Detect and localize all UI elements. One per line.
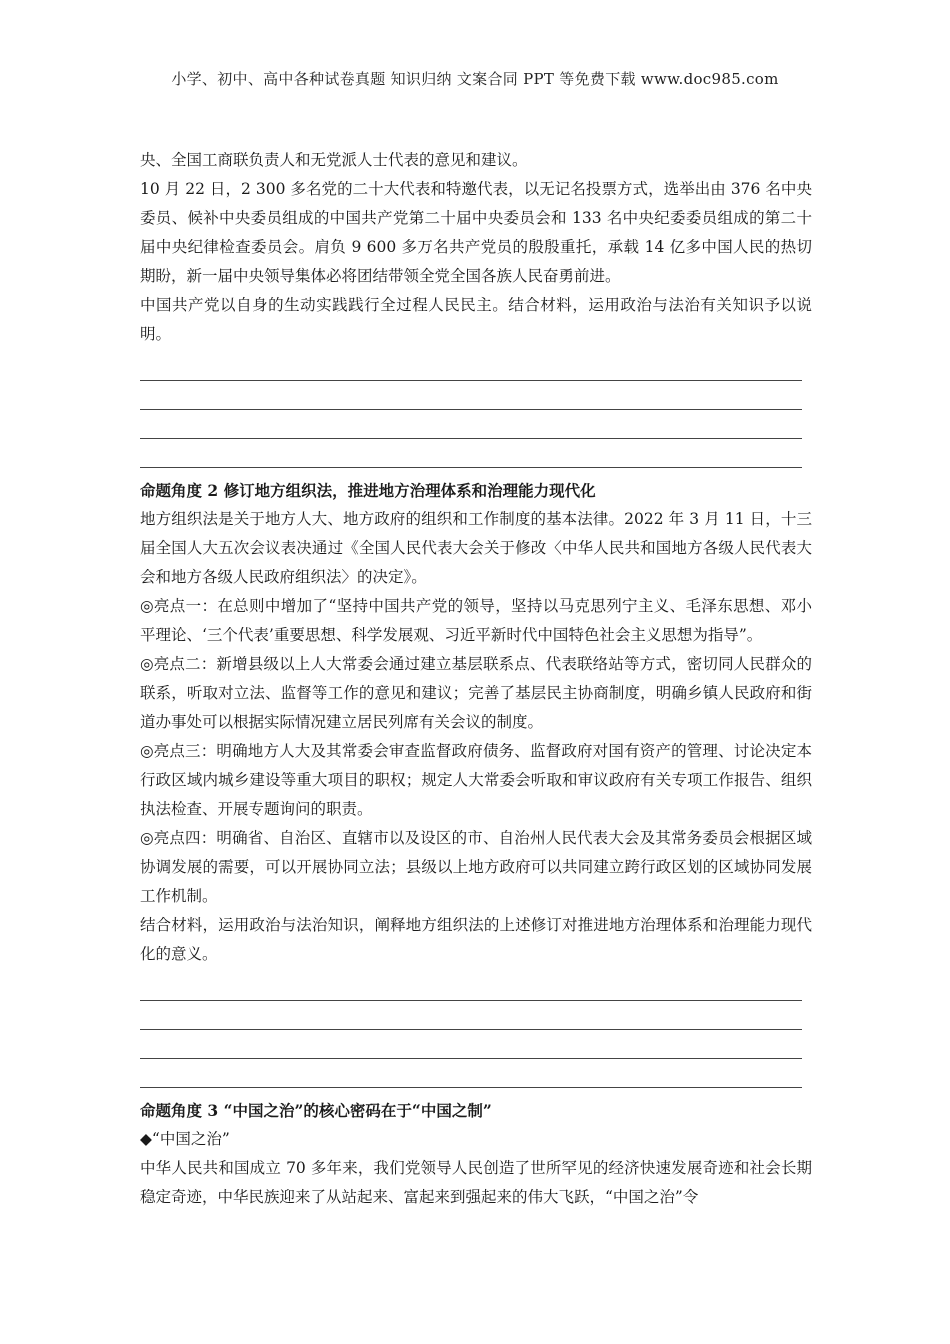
- answer-line[interactable]: [140, 1030, 802, 1059]
- question-prompt: 结合材料，运用政治与法治知识，阐释地方组织法的上述修订对推进地方治理体系和治理能力现代化的意义。: [140, 916, 812, 963]
- answer-line[interactable]: [140, 439, 802, 468]
- sub-heading: ◆“中国之治”: [140, 1130, 230, 1148]
- paragraph: 中华人民共和国成立 70 多年来，我们党领导人民创造了世所罕见的经济快速发展奇迹和社会长期稳定奇迹，中华民族迎来了从站起来、富起来到强起来的伟大飞跃，“中国之治”令: [140, 1159, 812, 1206]
- answer-line[interactable]: [140, 410, 802, 439]
- highlight-item: ◎亮点二：新增县级以上人大常委会通过建立基层联系点、代表联络站等方式，密切同人民群众的联系，听取对立法、监督等工作的意见和建议；完善了基层民主协商制度，明确乡镇人民政府和街道办事处可以根据实际情况建立居民列席有关会议的制度。: [140, 655, 812, 731]
- highlight-item: ◎亮点四：明确省、自治区、直辖市以及设区的市、自治州人民代表大会及其常务委员会根据区域协调发展的需要，可以开展协同立法；县级以上地方政府可以共同建立跨行政区划的区域协同发展工作机制。: [140, 829, 812, 905]
- answer-lines: [140, 972, 812, 1088]
- answer-line[interactable]: [140, 1059, 802, 1088]
- answer-line[interactable]: [140, 381, 802, 410]
- highlight-item: ◎亮点三：明确地方人大及其常委会审查监督政府债务、监督政府对国有资产的管理、讨论决定本行政区域内城乡建设等重大项目的职权；规定人大常委会听取和审议政府有关专项工作报告、组织执法检查、开展专题询问的职责。: [140, 742, 812, 818]
- answer-line[interactable]: [140, 1001, 802, 1030]
- highlight-item: ◎亮点一：在总则中增加了“坚持中国共产党的领导，坚持以马克思列宁主义、毛泽东思想、邓小平理论、‘三个代表’重要思想、科学发展观、习近平新时代中国特色社会主义思想为指导”。: [140, 597, 812, 644]
- document-body: [140, 146, 812, 1212]
- answer-line[interactable]: [140, 972, 802, 1001]
- paragraph: 10 月 22 日，2 300 多名党的二十大代表和特邀代表，以无记名投票方式，选举出由 376 名中央委员、候补中央委员组成的中国共产党第二十届中央委员会和 133 名中央纪委委员组成的第二十届中央纪律检查委员会。肩负 9 600 多万名共产党员的殷殷重托，承载 14 亿多中国人民的热切期盼，新一届中央领导集体必将团结带领全党全国各族人民奋勇前进。: [140, 180, 812, 285]
- paragraph: 地方组织法是关于地方人大、地方政府的组织和工作制度的基本法律。2022 年 3 月 11 日，十三届全国人大五次会议表决通过《全国人民代表大会关于修改〈中华人民共和国地方各级人民代表大会和地方各级人民政府组织法〉的决定》。: [140, 510, 812, 586]
- answer-lines: [140, 352, 812, 468]
- section-heading: 命题角度 2 修订地方组织法，推进地方治理体系和治理能力现代化: [140, 481, 596, 500]
- section-heading: 命题角度 3 “中国之治”的核心密码在于“中国之制”: [140, 1101, 492, 1120]
- paragraph: 央、全国工商联负责人和无党派人士代表的意见和建议。: [140, 151, 528, 169]
- question-prompt: 中国共产党以自身的生动实践践行全过程人民民主。结合材料，运用政治与法治有关知识予以说明。: [140, 296, 812, 343]
- answer-line[interactable]: [140, 352, 802, 381]
- page-header: 小学、初中、高中各种试卷真题 知识归纳 文案合同 PPT 等免费下载 www.doc985.com: [171, 70, 779, 88]
